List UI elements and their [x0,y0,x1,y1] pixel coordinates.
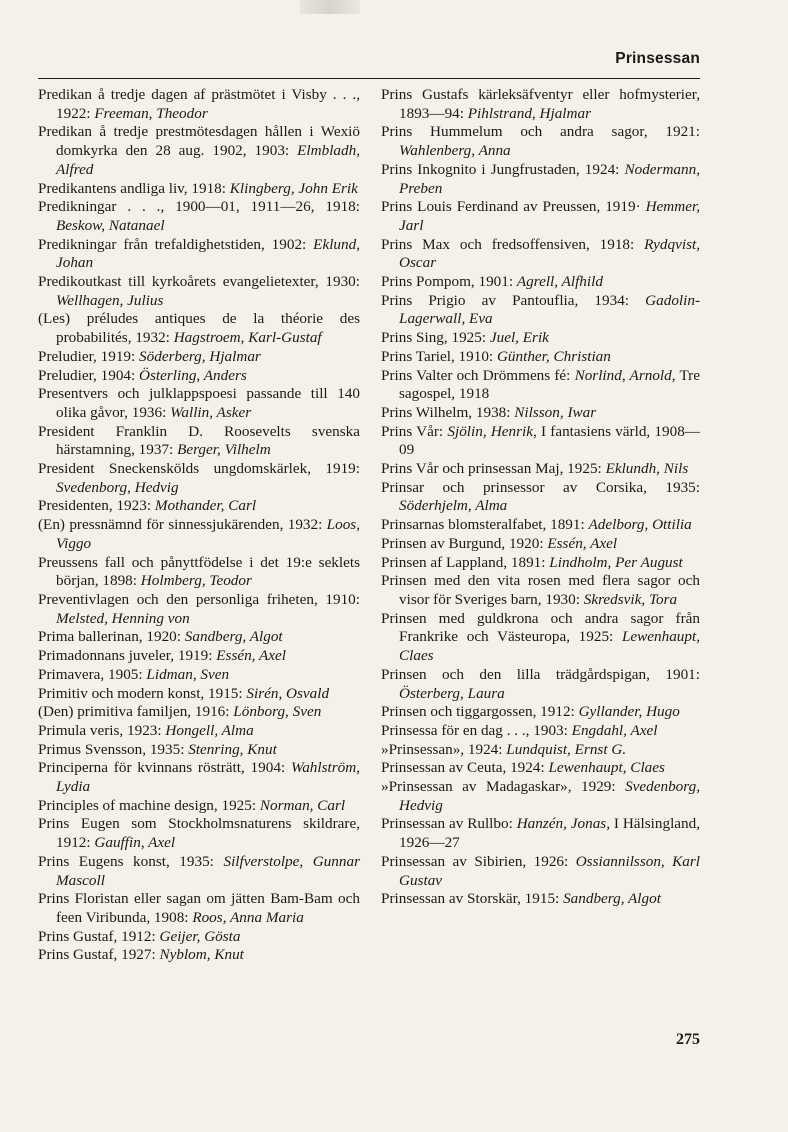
entry-title: Prinsarnas blomsteralfabet, 1891: [381,516,585,534]
entry-title: Primitiv och modern konst, 1915: [38,684,243,702]
entry-author: Agrell, Alfhild [516,273,603,291]
entry-title: Primus Svensson, 1935: [38,740,185,758]
index-entry [381,703,700,722]
entry-title: Prinsar och prinsessor av Corsika, 1935: [381,478,700,496]
entry-title: Presentvers och julklappspoesi passande till 140 olika gåvor, 1936: [38,385,360,421]
entry-author: Stenring, Knut [188,740,277,758]
entry-title: Prinsen med guldkrona och andra sagor från Frankrike och Västeuropa, 1925: [381,609,700,646]
entry-title: Predikan å tredje dagen af prästmötet i Visby . . ., 1922: [38,86,360,122]
entry-title: Prins Gustaf, 1912: [38,927,156,945]
entry-title: (Les) préludes antiques de la théorie des probabilités, 1932: [38,310,360,347]
index-entry [381,460,700,479]
entry-author: Wellhagen, Julius [56,291,164,309]
entry-author: Österling, Anders [139,366,247,384]
entry-author: Essén, Axel [547,534,618,552]
entry-author: Beskow, Natanael [56,216,165,234]
entry-series: Tre sagospel, 1918 [399,366,700,403]
entry-author: Lewenhaupt, Claes [548,759,665,777]
entry-author: Lönborg, Sven [233,703,322,721]
entry-author: Nodermann, Preben [399,160,700,197]
entry-author: Lundquist, Ernst G. [506,740,627,758]
entry-title: Prins Vår: [381,422,444,440]
index-entry [38,497,360,516]
entry-author: Roos, Anna Maria [192,908,304,926]
entry-author: Eklund, Johan [56,235,360,272]
entry-author: Norman, Carl [259,796,346,814]
entry-title: Prinsen af Lappland, 1891: [381,553,546,571]
entry-title: Prinsessan av Ceuta, 1924: [381,759,545,777]
entry-author: Sandberg, Algot [184,628,283,646]
index-entry [381,815,700,852]
entry-author: Hemmer, Jarl [399,198,700,234]
entry-title: Predikningar . . ., 1900—01, 1911—26, 1918: [38,198,360,216]
index-entry [38,554,360,591]
entry-series: I Hälsingland, 1926—27 [399,815,701,852]
entry-title: Predikoutkast till kyrkoårets evangelietexter, 1930: [38,273,360,291]
entry-title: Preussens fall och pånyttfödelse i det 19:e seklets början, 1898: [38,553,360,590]
entry-title: Prinsessan av Sibirien, 1926: [381,852,569,870]
entry-title: Principles of machine design, 1925: [38,796,257,814]
entry-author: Silfverstolpe, Gunnar Mascoll [56,852,360,889]
entry-author: Holmberg, Teodor [140,572,252,590]
entry-title: Prins Vår och prinsessan Maj, 1925: [381,460,602,478]
index-entry [381,890,700,909]
index-entry [38,890,360,927]
entry-author: Hanzén, Jonas, [516,815,610,833]
entry-title: Prins Eugens konst, 1935: [38,852,214,870]
entry-title: Prins Max och fredsoffensiven, 1918: [381,235,635,253]
entry-title: Primadonnans juveler, 1919: [38,647,213,665]
entry-title: Prins Floristan eller sagan om jätten Bam-Bam och feen Viribunda, 1908: [38,890,360,926]
entry-author: Loos, Viggo [56,516,361,552]
entry-title: Prinsessan av Rullbo: [381,815,513,833]
index-entry [38,797,360,816]
entry-author: Österberg, Laura [399,684,505,702]
index-entry [381,367,700,404]
index-entry [38,236,360,273]
entry-title: Prinsessa för en dag . . ., 1903: [381,721,568,739]
index-entry [38,853,360,890]
index-entry [381,479,700,516]
entry-author: Sandberg, Algot [563,890,661,908]
entry-title: Prinsessan av Storskär, 1915: [381,890,560,908]
entry-author: Elmbladh, Alfred [56,142,360,178]
entry-title: (Den) primitiva familjen, 1916: [38,703,230,721]
entry-title: Prins Hummelum och andra sagor, 1921: [381,123,700,141]
index-entry [38,628,360,647]
entry-author: Hongell, Alma [165,721,254,739]
entry-title: Predikningar från trefaldighetstiden, 1902: [38,235,307,253]
entry-title: Prins Prigio av Pantouflia, 1934: [381,291,630,309]
entry-title: Prins Valter och Drömmens fé: [381,366,571,384]
entry-author: Nyblom, Knut [159,946,244,964]
index-entry [38,86,360,123]
entry-title: Preludier, 1919: [38,347,136,365]
index-entry [38,591,360,628]
entry-author: Skredsvik, Tora [583,590,678,608]
entry-author: Klingberg, John Erik [229,179,358,197]
entry-author: Engdahl, Axel [571,721,658,739]
entry-author: Gyllander, Hugo [578,703,680,721]
entry-title: Prins Gustaf, 1927: [38,946,156,964]
entry-title: Prins Pompom, 1901: [381,273,514,291]
index-entry [381,198,700,235]
entry-author: Wallin, Asker [170,403,252,421]
index-entry [381,423,700,460]
entry-author: Ossiannilsson, Karl Gustav [399,852,701,889]
entry-author: Melsted, Henning von [56,609,190,627]
index-entry [38,516,360,553]
entry-author: Lewenhaupt, Claes [399,628,701,665]
header-rule [38,78,700,79]
entry-title: Prinsen med den vita rosen med flera sagor och visor för Sveriges barn, 1930: [381,572,700,608]
index-entry [381,722,700,741]
index-entry [381,123,700,160]
entry-title: (En) pressnämnd för sinnessjukärenden, 1932: [38,516,323,534]
entry-author: Rydqvist, Oscar [399,235,700,272]
index-entry [38,273,360,310]
index-entry [381,554,700,573]
index-entry [381,666,700,703]
running-head: Prinsessan [615,50,700,67]
entry-author: Berger, Vilhelm [177,441,271,459]
entry-author: Wahlenberg, Anna [399,142,511,160]
entry-author: Sjölin, Henrik, [447,422,537,440]
entry-author: Svedenborg, Hedvig [399,778,700,814]
left-column [38,86,360,965]
entry-title: Prins Tariel, 1910: [381,347,494,365]
entry-series: I fantasiens värld, 1908—09 [399,422,700,459]
index-entry [381,853,700,890]
index-entry [381,610,700,666]
entry-author: Freeman, Theodor [94,104,208,122]
entry-author: Wahlström, Lydia [56,759,360,796]
index-entry [381,404,700,423]
entry-author: Nilsson, Iwar [514,403,597,421]
index-entry [381,161,700,198]
index-entry [381,759,700,778]
index-entry [381,348,700,367]
index-entry [38,815,360,852]
entry-title: Principerna för kvinnans rösträtt, 1904: [38,759,286,777]
entry-author: Sirén, Osvald [246,684,330,702]
entry-title: Preludier, 1904: [38,366,136,384]
entry-title: President Sneckenskölds ungdomskärlek, 1919: [38,460,360,478]
index-entry [381,535,700,554]
entry-author: Lindholm, Per August [549,553,683,571]
index-entry [38,928,360,947]
index-entry [38,460,360,497]
scan-artifact [300,0,360,14]
page-number: 275 [676,1031,700,1048]
index-entry [38,685,360,704]
entry-author: Svedenborg, Hedvig [56,478,179,496]
entry-title: Presidenten, 1923: [38,497,152,515]
index-entry [38,647,360,666]
entry-author: Lidman, Sven [146,665,230,683]
index-entry [38,385,360,422]
index-entry [38,666,360,685]
index-entry [381,572,700,609]
index-entry [381,516,700,535]
entry-title: Prima ballerinan, 1920: [38,628,181,646]
entry-author: Juel, Erik [489,329,549,347]
entry-title: Predikantens andliga liv, 1918: [38,179,226,197]
entry-author: Gauffin, Axel [94,834,176,852]
entry-title: Preventivlagen och den personliga friheten, 1910: [38,590,360,608]
entry-author: Söderhjelm, Alma [399,497,508,515]
index-entry [38,741,360,760]
index-entry [381,236,700,273]
entry-author: Essén, Axel [216,647,286,665]
entry-author: Gadolin-Lagerwall, Eva [399,291,701,328]
index-entry [381,778,700,815]
right-column [381,86,700,909]
entry-author: Günther, Christian [496,347,611,365]
index-entry [38,123,360,179]
entry-author: Eklundh, Nils [605,460,689,478]
index-entry [381,273,700,292]
index-entry [38,198,360,235]
entry-author: Pihlstrand, Hjalmar [467,104,591,122]
index-entry [38,348,360,367]
entry-title: Prins Sing, 1925: [381,329,487,347]
index-entry [38,703,360,722]
entry-title: Prins Louis Ferdinand av Preussen, 1919· [381,198,641,216]
entry-title: Predikan å tredje prestmötesdagen hållen i Wexiö domkyrka den 28 aug. 1902, 1903: [38,123,360,160]
index-entry [38,946,360,965]
entry-title: Prinsen och tiggargossen, 1912: [381,703,575,721]
index-entry [38,367,360,386]
entry-title: Prinsen och den lilla trädgårdspigan, 1901: [381,665,700,683]
index-entry [38,180,360,199]
entry-title: Primavera, 1905: [38,665,143,683]
entry-title: »Prinsessan av Madagaskar», 1929: [381,778,616,796]
index-entry [38,759,360,796]
entry-title: Prinsen av Burgund, 1920: [381,534,544,552]
entry-title: Prins Eugen som Stockholmsnaturens skildrare, 1912: [38,815,360,852]
entry-title: »Prinsessan», 1924: [381,740,503,758]
entry-author: Geijer, Gösta [159,927,241,945]
index-entry [381,292,700,329]
index-entry [38,423,360,460]
index-entry [381,86,700,123]
entry-author: Söderberg, Hjalmar [139,347,261,365]
index-entry [38,310,360,347]
entry-title: Primula veris, 1923: [38,721,162,739]
entry-author: Adelborg, Ottilia [588,516,692,534]
index-entry [381,741,700,760]
entry-author: Mothander, Carl [154,497,257,515]
entry-author: Hagstroem, Karl-Gustaf [173,329,322,347]
entry-author: Norlind, Arnold, [574,366,676,384]
entry-title: President Franklin D. Roosevelts svenska härstamning, 1937: [38,422,360,459]
entry-title: Prins Inkognito i Jungfrustaden, 1924: [381,160,620,178]
entry-title: Prins Gustafs kärleksäfventyr eller hofmysterier, 1893—94: [381,86,700,122]
entry-title: Prins Wilhelm, 1938: [381,403,511,421]
index-entry [381,329,700,348]
index-entry [38,722,360,741]
